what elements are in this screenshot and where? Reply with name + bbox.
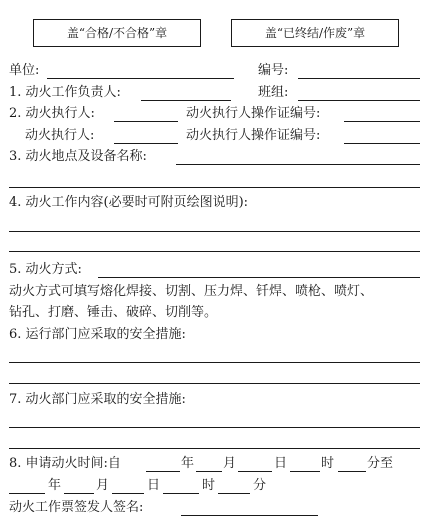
item2-executor-label: 2. 动火执行人: [9,106,95,121]
start-month-field[interactable] [196,471,222,472]
item8-label: 8. 申请动火时间:自 [9,456,121,471]
cert-field-1[interactable] [344,121,420,122]
item2-executor-label-b: 动火执行人: [25,128,95,143]
year-label: 年 [181,456,195,471]
content-field-2[interactable] [9,251,420,252]
location-field-1[interactable] [176,164,420,165]
leader-field[interactable] [141,100,231,101]
number-field[interactable] [298,78,420,79]
end-day-field[interactable] [112,493,144,494]
location-field-2[interactable] [9,187,420,188]
start-day-field[interactable] [238,471,272,472]
method-field[interactable] [98,277,420,278]
item3-label: 3. 动火地点及设备名称: [9,149,147,164]
end-year-field[interactable] [9,493,45,494]
to-label: 分至 [367,456,394,471]
item1-team-label: 班组: [258,85,289,100]
content-field-1[interactable] [9,231,420,232]
end-minute-field[interactable] [218,493,250,494]
month-label: 月 [223,456,237,471]
executor-field-1[interactable] [114,121,178,122]
cert-field-2[interactable] [344,143,420,144]
start-hour-field[interactable] [290,471,320,472]
hour-label-2: 时 [202,478,216,493]
item1-leader-label: 1. 动火工作负责人: [9,85,121,100]
signer-label: 动火工作票签发人签名: [9,500,144,515]
hour-label: 时 [321,456,335,471]
executor-field-2[interactable] [114,143,178,144]
ops-measures-field-2[interactable] [9,383,420,384]
number-label: 编号: [258,63,289,78]
hotwork-measures-field-1[interactable] [9,427,420,428]
start-minute-field[interactable] [338,471,366,472]
hotwork-measures-field-2[interactable] [9,448,420,449]
start-year-field[interactable] [146,471,180,472]
unit-label: 单位: [9,63,40,78]
item2-cert-label: 动火执行人操作证编号: [186,106,321,121]
day-label: 日 [274,456,288,471]
closed-void-stamp-box: 盖“已终结/作废”章 [231,19,399,47]
day-label-2: 日 [147,478,161,493]
item2-cert-label-b: 动火执行人操作证编号: [186,128,321,143]
ops-measures-field-1[interactable] [9,362,420,363]
item6-label: 6. 运行部门应采取的安全措施: [9,327,186,342]
item7-label: 7. 动火部门应采取的安全措施: [9,392,186,407]
signer-field[interactable] [181,515,318,516]
pass-fail-stamp-box: 盖“合格/不合格”章 [33,19,201,47]
end-month-field[interactable] [64,493,94,494]
team-field[interactable] [298,100,420,101]
item5-label: 5. 动火方式: [9,262,82,277]
month-label-2: 月 [96,478,110,493]
item5-note-line1: 动火方式可填写熔化焊接、切割、压力焊、钎焊、喷枪、喷灯、 [9,284,374,299]
unit-field[interactable] [47,78,234,79]
item5-note-line2: 钻孔、打磨、锤击、破碎、切削等。 [9,305,218,320]
minute-label: 分 [253,478,267,493]
item4-label: 4. 动火工作内容(必要时可附页绘图说明): [9,195,249,210]
year-label-2: 年 [48,478,62,493]
end-hour-field[interactable] [163,493,199,494]
